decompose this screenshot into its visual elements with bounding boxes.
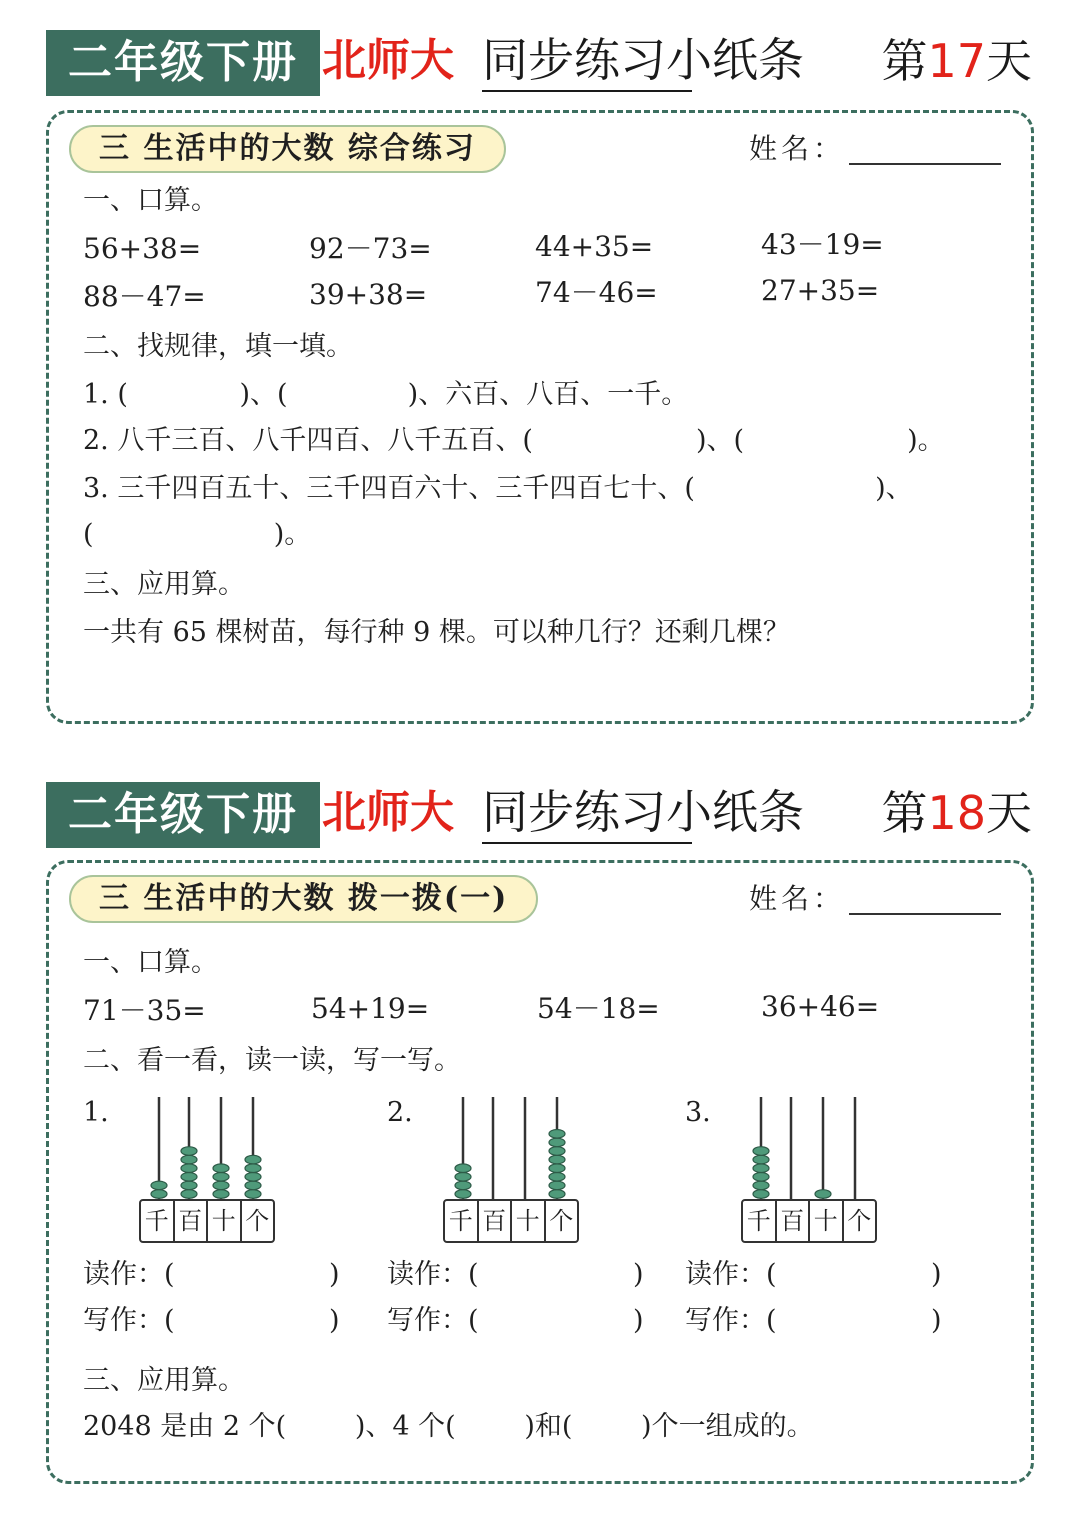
abacus-bead xyxy=(753,1164,769,1173)
abacus-bead xyxy=(181,1181,197,1190)
abacus-bead xyxy=(245,1181,261,1190)
abacus-bead xyxy=(753,1147,769,1156)
write-as-blank[interactable]: 写作：( ) xyxy=(83,1305,340,1336)
abacus-bead xyxy=(151,1190,167,1199)
read-as-blank[interactable]: 读作：( ) xyxy=(685,1259,942,1290)
write-as-blank[interactable]: 写作：( ) xyxy=(685,1305,942,1336)
place-ones: 个 xyxy=(842,1201,876,1241)
section-read-write: 二、看一看，读一读，写一写。 xyxy=(83,1045,461,1076)
grade-label: 二年级下册 xyxy=(46,30,320,96)
section-mental-math: 一、口算。 xyxy=(83,185,218,216)
abacus-number: 3. xyxy=(685,1097,711,1128)
publisher-label: 北师大 xyxy=(322,35,454,86)
place-tens: 十 xyxy=(808,1201,842,1241)
pattern-line-3: 3. 三千四百五十、三千四百六十、三千四百七十、( )、 xyxy=(83,473,913,504)
calc-item: 56+38= xyxy=(83,232,202,265)
abacus xyxy=(139,1095,279,1245)
abacus-bead xyxy=(455,1181,471,1190)
exercise-box xyxy=(46,110,1034,724)
abacus-bead xyxy=(455,1190,471,1199)
abacus-number: 2. xyxy=(387,1097,413,1128)
sheet-title: 同步练习小纸条 xyxy=(482,33,804,87)
read-as-blank[interactable]: 读作：( ) xyxy=(387,1259,644,1290)
day-prefix: 第 xyxy=(881,786,928,840)
day-label xyxy=(881,782,1032,848)
section-mental-math: 一、口算。 xyxy=(83,947,218,978)
place-value-labels xyxy=(443,1199,579,1243)
calc-item: 44+35= xyxy=(535,230,654,263)
abacus-bead xyxy=(549,1130,565,1139)
abacus-bead xyxy=(549,1164,565,1173)
name-label: 姓名： xyxy=(749,882,846,915)
place-hundreds: 百 xyxy=(477,1201,511,1241)
place-hundreds: 百 xyxy=(775,1201,809,1241)
abacus-bead xyxy=(549,1138,565,1147)
abacus-bead xyxy=(181,1147,197,1156)
pattern-line-3-cont: ( )。 xyxy=(83,519,312,550)
day-number: 18 xyxy=(927,786,986,840)
topic-banner: 三 生活中的大数 综合练习 xyxy=(69,125,506,173)
abacus-bead xyxy=(815,1190,831,1199)
abacus-bead xyxy=(245,1155,261,1164)
sheet-header xyxy=(46,782,1036,848)
calc-item: 27+35= xyxy=(761,274,880,307)
composition-problem: 2048 是由 2 个( )、4 个( )和( )个一组成的。 xyxy=(83,1411,814,1442)
section-word-problem: 三、应用算。 xyxy=(83,569,245,600)
place-tens: 十 xyxy=(206,1201,240,1241)
abacus-bead xyxy=(753,1155,769,1164)
title-underline xyxy=(482,842,692,844)
abacus xyxy=(443,1095,583,1245)
write-as-blank[interactable]: 写作：( ) xyxy=(387,1305,644,1336)
day-prefix: 第 xyxy=(881,34,928,88)
publisher-label: 北师大 xyxy=(322,787,454,838)
abacus-bead xyxy=(753,1173,769,1182)
calc-item: 54－18= xyxy=(537,992,660,1025)
abacus-rods xyxy=(741,1095,881,1205)
exercise-box xyxy=(46,860,1034,1484)
place-thousands: 千 xyxy=(144,1207,169,1235)
place-ones: 个 xyxy=(544,1201,578,1241)
place-hundreds: 百 xyxy=(173,1201,207,1241)
abacus-bead xyxy=(549,1173,565,1182)
abacus-number: 1. xyxy=(83,1097,109,1128)
abacus-bead xyxy=(549,1181,565,1190)
calc-item: 36+46= xyxy=(761,990,880,1023)
name-blank[interactable] xyxy=(849,913,1001,915)
abacus-rods xyxy=(443,1095,583,1205)
abacus-bead xyxy=(455,1164,471,1173)
calc-item: 39+38= xyxy=(309,278,428,311)
abacus-bead xyxy=(549,1155,565,1164)
abacus-bead xyxy=(181,1173,197,1182)
place-ones: 个 xyxy=(240,1201,274,1241)
abacus-bead xyxy=(213,1164,229,1173)
abacus-bead xyxy=(753,1181,769,1190)
day-suffix: 天 xyxy=(986,786,1032,840)
place-thousands: 千 xyxy=(746,1207,771,1235)
abacus-bead xyxy=(245,1173,261,1182)
abacus-bead xyxy=(549,1147,565,1156)
day-number: 17 xyxy=(927,34,986,88)
place-value-labels xyxy=(139,1199,275,1243)
abacus xyxy=(741,1095,881,1245)
abacus-rods xyxy=(139,1095,279,1205)
abacus-bead xyxy=(245,1190,261,1199)
calc-item: 54+19= xyxy=(311,992,430,1025)
abacus-bead xyxy=(753,1190,769,1199)
abacus-bead xyxy=(213,1190,229,1199)
read-as-blank[interactable]: 读作：( ) xyxy=(83,1259,340,1290)
name-label: 姓名： xyxy=(749,132,846,165)
name-blank[interactable] xyxy=(849,163,1001,165)
sheet-title: 同步练习小纸条 xyxy=(482,785,804,839)
calc-item: 71－35= xyxy=(83,994,206,1027)
calc-item: 74－46= xyxy=(535,276,658,309)
sheet-header xyxy=(46,30,1036,96)
abacus-bead xyxy=(151,1181,167,1190)
title-underline xyxy=(482,90,692,92)
place-tens: 十 xyxy=(510,1201,544,1241)
topic-banner: 三 生活中的大数 拨一拨(一) xyxy=(69,875,538,923)
grade-label: 二年级下册 xyxy=(46,782,320,848)
abacus-bead xyxy=(181,1164,197,1173)
pattern-line-2: 2. 八千三百、八千四百、八千五百、( )、( )。 xyxy=(83,425,945,456)
section-find-pattern: 二、找规律，填一填。 xyxy=(83,331,353,362)
abacus-bead xyxy=(549,1190,565,1199)
section-word-problem: 三、应用算。 xyxy=(83,1365,245,1396)
day-suffix: 天 xyxy=(986,34,1032,88)
word-problem: 一共有 65 棵树苗，每行种 9 棵。可以种几行？还剩几棵？ xyxy=(83,617,790,648)
day-label xyxy=(881,30,1032,96)
pattern-line-1: 1. ( )、( )、六百、八百、一千。 xyxy=(83,379,689,410)
abacus-bead xyxy=(245,1164,261,1173)
calc-item: 43－19= xyxy=(761,228,884,261)
abacus-bead xyxy=(213,1173,229,1182)
abacus-bead xyxy=(181,1155,197,1164)
calc-item: 92－73= xyxy=(309,232,432,265)
abacus-bead xyxy=(213,1181,229,1190)
calc-item: 88－47= xyxy=(83,280,206,313)
abacus-bead xyxy=(181,1190,197,1199)
place-value-labels xyxy=(741,1199,877,1243)
abacus-bead xyxy=(455,1173,471,1182)
place-thousands: 千 xyxy=(448,1207,473,1235)
